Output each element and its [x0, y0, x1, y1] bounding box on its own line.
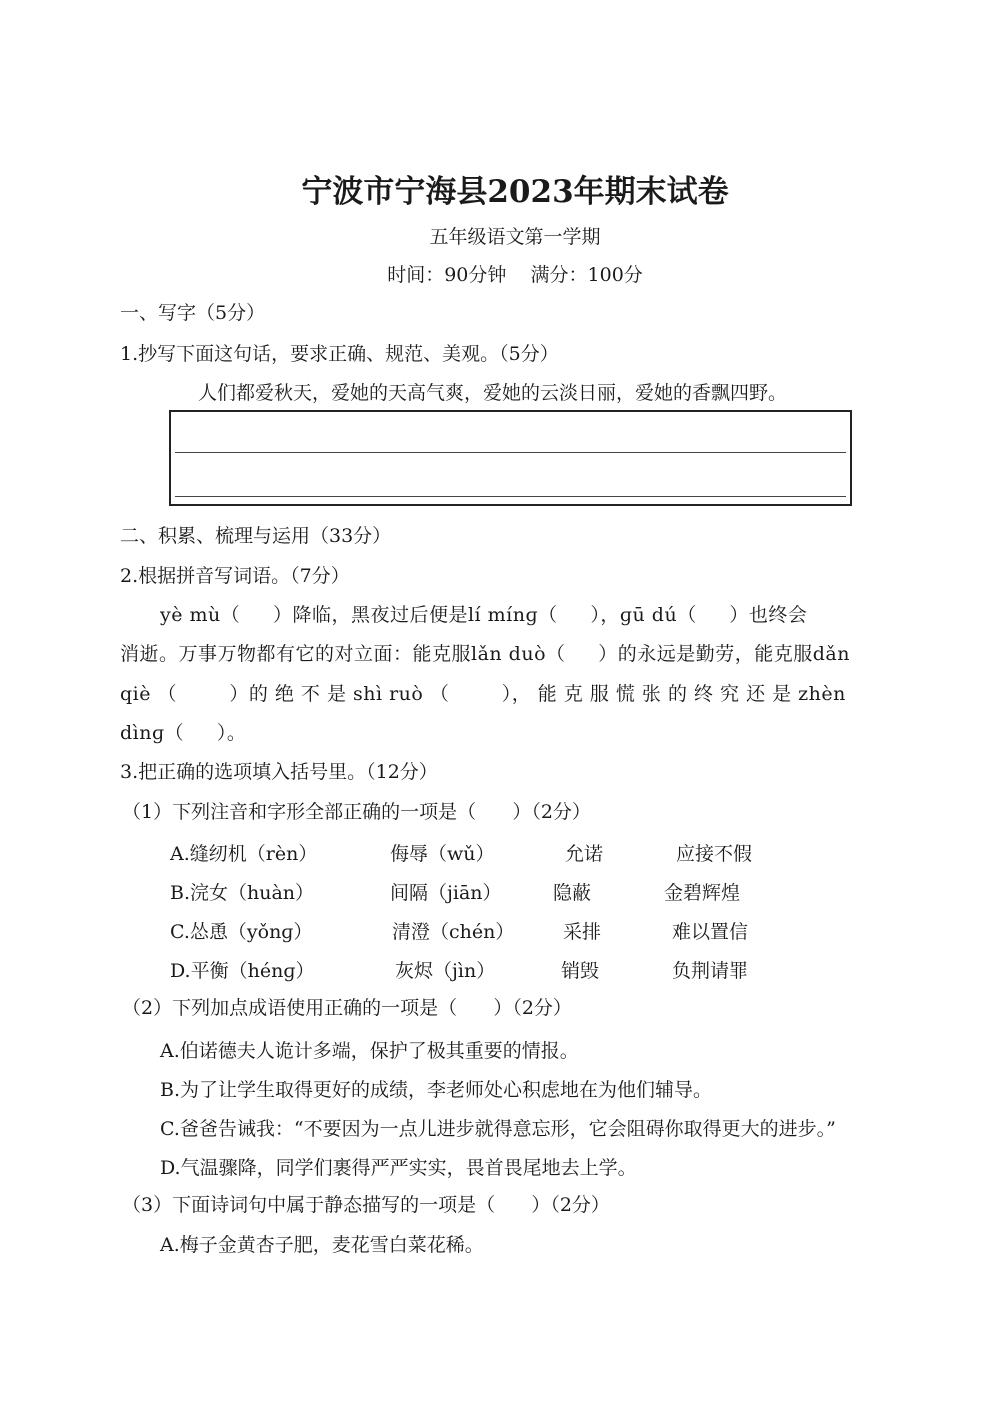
q1-sentence: 人们都爱秋天，爱她的天高气爽，爱她的云淡日丽，爱她的香飘四野。	[198, 382, 788, 404]
q3-2-option-a: A.伯诺德夫人诡计多端，保护了极其重要的情报。	[160, 1040, 579, 1062]
q3-prompt: 3.把正确的选项填入括号里。（12分）	[120, 761, 438, 783]
section2-heading: 二、积累、梳理与运用（33分）	[120, 525, 392, 547]
option-cell: 难以置信	[672, 921, 749, 943]
option-cell: C.怂恿（yǒnɡ）	[170, 921, 313, 943]
q3-2-prompt: （2）下列加点成语使用正确的一项是（ ）（2分）	[122, 997, 572, 1019]
option-cell: 负荆请罪	[672, 960, 749, 982]
page-subtitle: 五年级语文第一学期	[429, 226, 601, 248]
page-title: 宁波市宁海县2023年期末试卷	[301, 174, 729, 210]
q3-2-option-d: D.气温骤降，同学们裹得严严实实，畏首畏尾地去上学。	[160, 1157, 637, 1179]
section1-heading: 一、写字（5分）	[120, 302, 266, 324]
q2-line: qiè （ ）的 绝 不 是 shì ruò （ ）， 能 克 服 慌 张 的 终 究 还 是 zhèn	[120, 683, 846, 705]
q2-line: dìnɡ（ ）。	[120, 722, 247, 744]
q3-1-prompt: （1）下列注音和字形全部正确的一项是（ ）（2分）	[122, 801, 591, 823]
q2-line: yè mù（ ）降临，黑夜过后便是lí mínɡ（ ），ɡū dú（ ）也终会	[160, 604, 808, 626]
option-cell: 间隔（jiān）	[390, 882, 502, 904]
q2-line: 消逝。万事万物都有它的对立面：能克服lǎn duò（ ）的永远是勤劳，能克服dǎn	[120, 643, 850, 665]
option-cell: D.平衡（hénɡ）	[170, 960, 315, 982]
q1-prompt: 1.抄写下面这句话，要求正确、规范、美观。（5分）	[120, 343, 559, 365]
copy-writing-box[interactable]	[169, 410, 852, 506]
option-cell: 清澄（chén）	[392, 921, 515, 943]
option-cell: 允诺	[565, 843, 604, 865]
option-cell: 销毁	[561, 960, 600, 982]
option-cell: 应接不假	[676, 843, 753, 865]
q3-3-prompt: （3）下面诗词句中属于静态描写的一项是（ ）（2分）	[122, 1194, 610, 1216]
option-cell: 灰烬（jìn）	[395, 960, 496, 982]
exam-meta: 时间：90分钟 满分：100分	[387, 264, 643, 286]
writing-line	[175, 496, 846, 497]
writing-line	[175, 452, 846, 453]
q3-3-option-a: A.梅子金黄杏子肥，麦花雪白菜花稀。	[160, 1234, 484, 1256]
q2-prompt: 2.根据拼音写词语。（7分）	[120, 565, 350, 587]
q3-2-option-c: C.爸爸告诫我：“不要因为一点儿进步就得意忘形，它会阻碍你取得更大的进步。”	[160, 1118, 836, 1140]
option-cell: 采排	[563, 921, 602, 943]
option-cell: 金碧辉煌	[664, 882, 741, 904]
option-cell: B.浣女（huàn）	[170, 882, 315, 904]
option-cell: A.缝纫机（rèn）	[170, 843, 318, 865]
option-cell: 隐蔽	[553, 882, 592, 904]
q3-2-option-b: B.为了让学生取得更好的成绩，李老师处心积虑地在为他们辅导。	[160, 1079, 713, 1101]
option-cell: 侮辱（wǔ）	[390, 843, 495, 865]
